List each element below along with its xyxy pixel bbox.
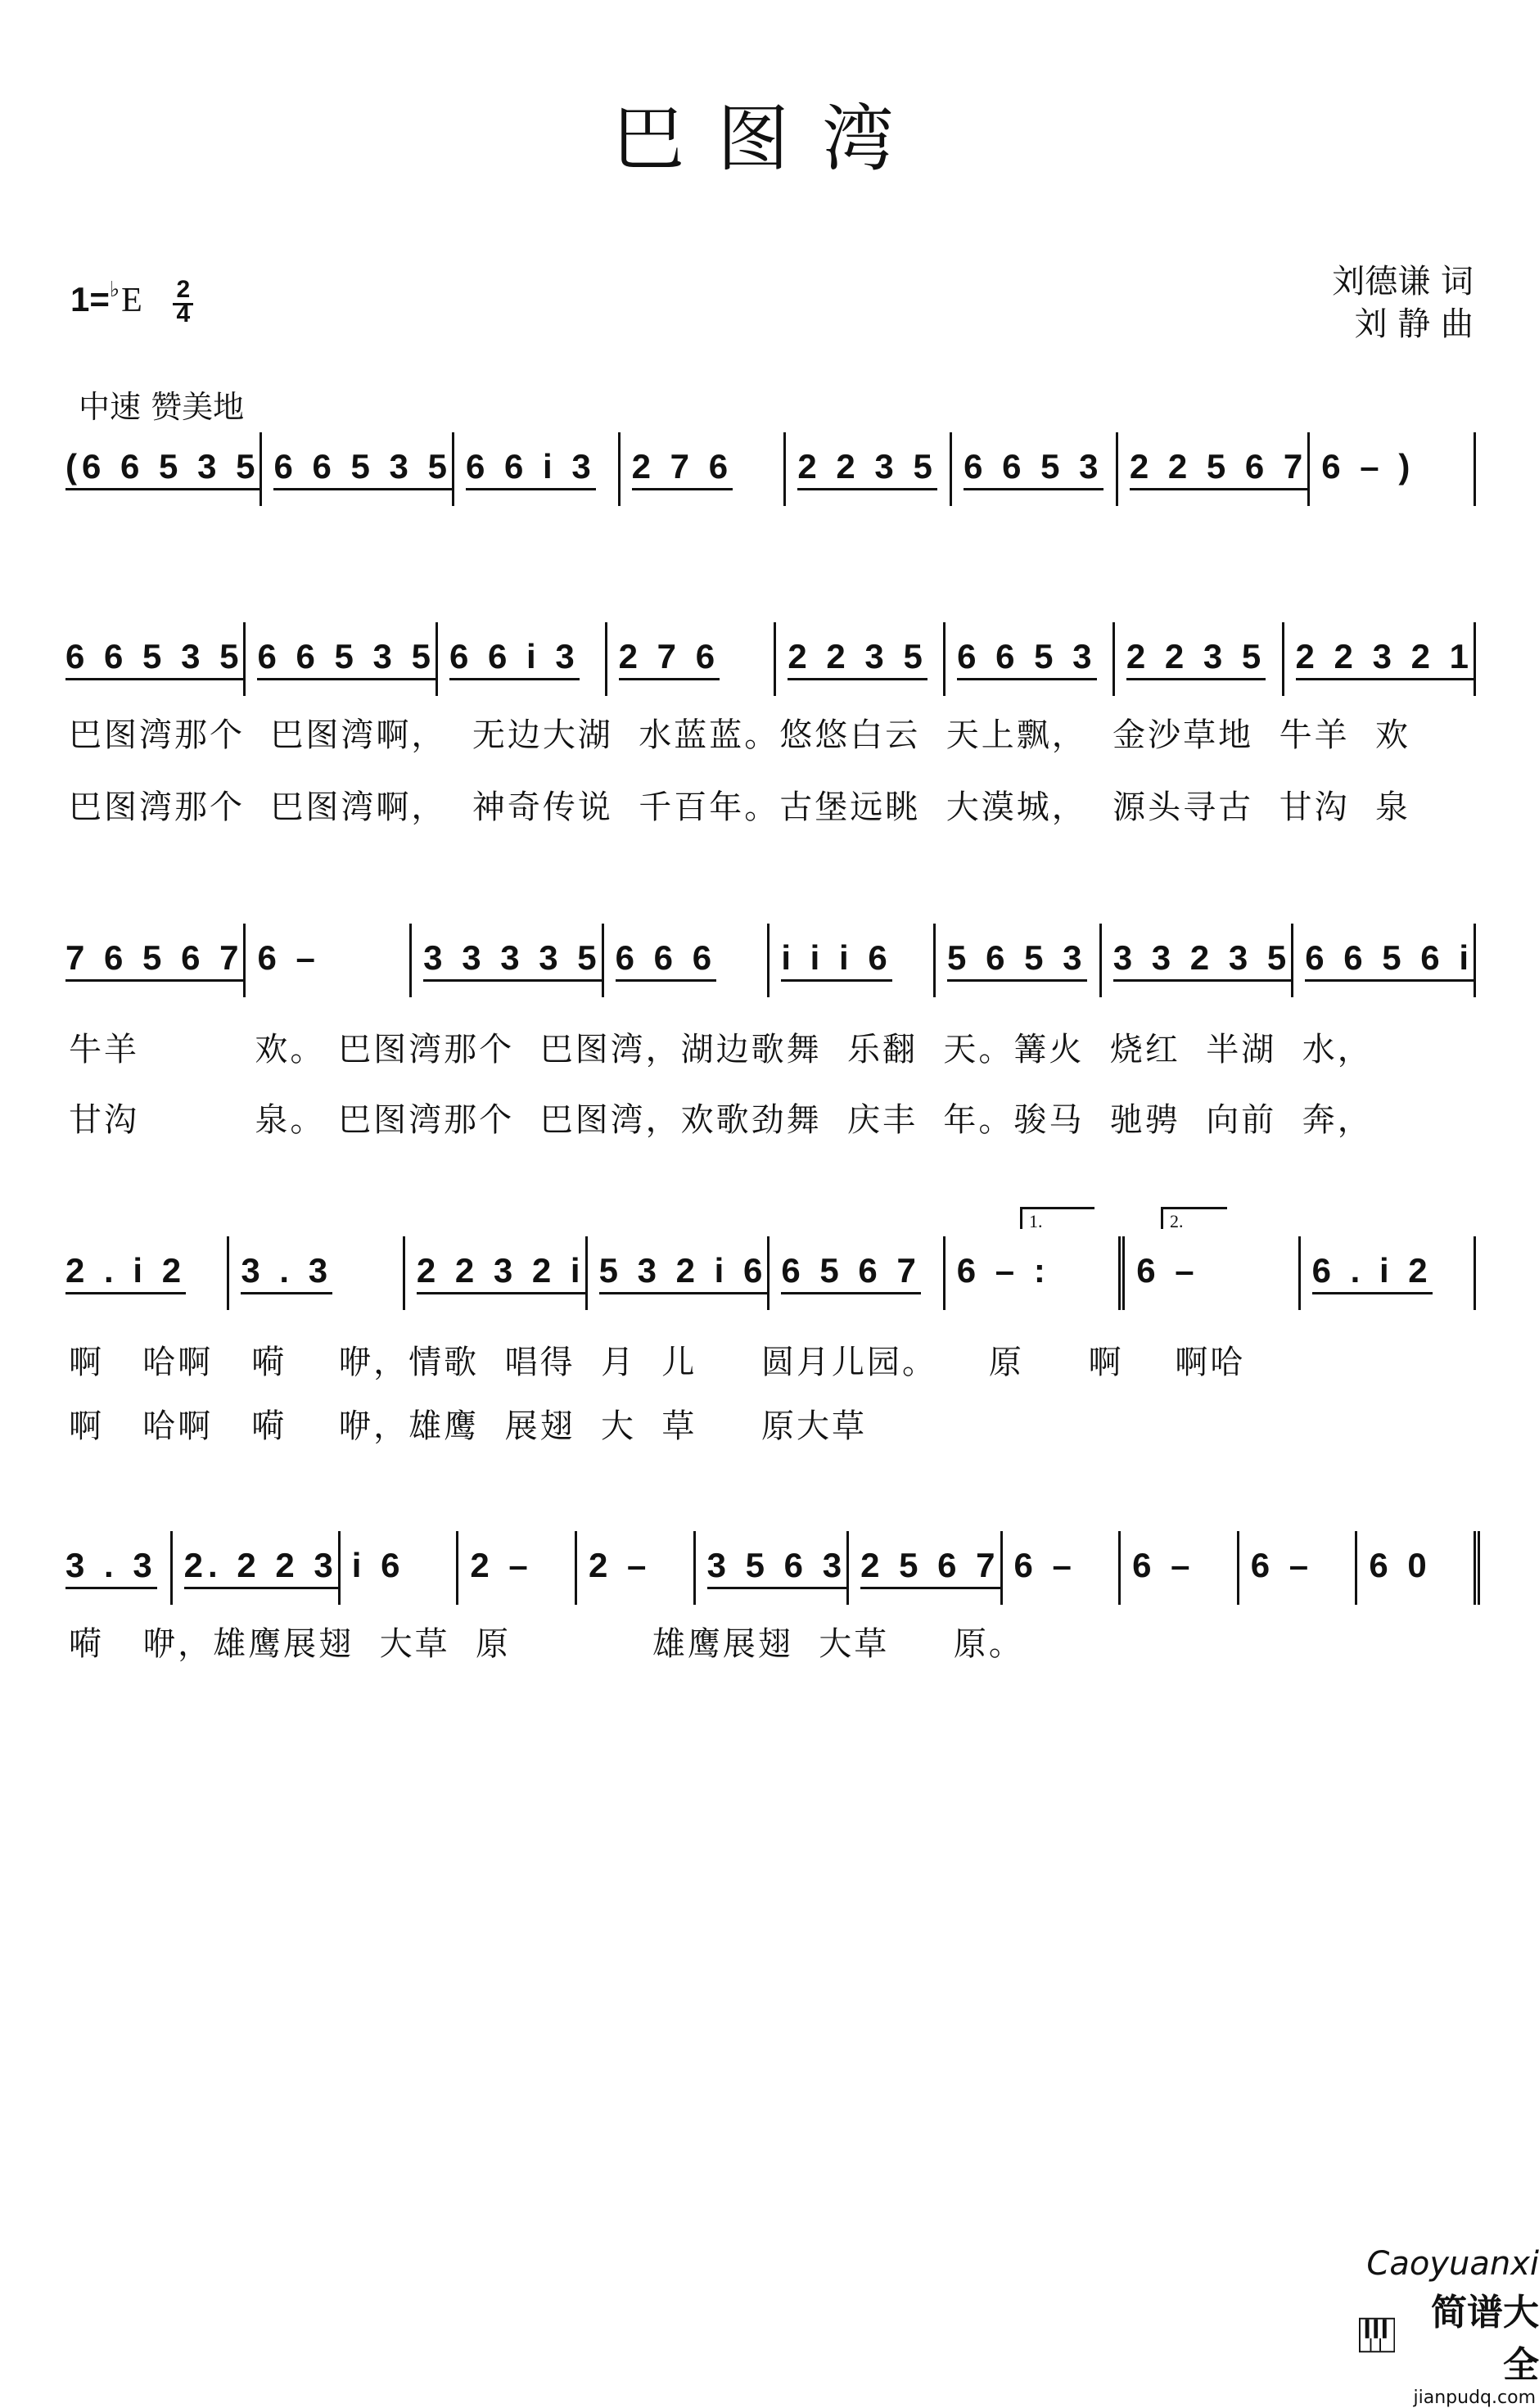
volta-first-ending: 1. xyxy=(1020,1207,1094,1229)
flat-sign: ♭ xyxy=(109,277,120,301)
lyric-line: 甘沟 泉。 巴图湾那个 巴图湾，欢歌劲舞 庆丰 年。骏马 驰骋 向前 奔， xyxy=(69,1101,1373,1139)
measure: 2 – xyxy=(575,1531,693,1605)
lyric-line: 牛羊 欢。 巴图湾那个 巴图湾，湖边歌舞 乐翻 天。篝火 烧红 半湖 水， xyxy=(69,1031,1373,1068)
lyric-line: 啊 哈啊 嗬 咿，雄鹰 展翅 大 草 原大草 xyxy=(69,1407,868,1445)
measure: 2 2 5 6 7 xyxy=(1116,432,1307,506)
lyricist-credit: 刘德谦 词 xyxy=(1332,263,1474,300)
measure: 6 6 i 3 xyxy=(452,432,618,506)
measure: 6 – xyxy=(243,924,409,997)
measure: 6 6 5 6 i xyxy=(1291,924,1474,997)
key-letter: E xyxy=(121,282,142,319)
measure: 2 2 3 5 xyxy=(783,432,950,506)
measure: 3 . 3 xyxy=(227,1236,402,1310)
measure: 2 2 3 5 xyxy=(1113,622,1282,696)
measure: i 6 xyxy=(338,1531,457,1605)
measure: 6 6 6 xyxy=(602,924,768,997)
lyric-line: 嗬 咿，雄鹰展翅 大草 原 雄鹰展翅 大草 原。 xyxy=(69,1625,1024,1663)
measure: 6 – xyxy=(1000,1531,1119,1605)
staff-system-3 xyxy=(65,924,1476,997)
lyric-line: 巴图湾那个 巴图湾啊， 无边大湖 水蓝蓝。悠悠白云 天上飘， 金沙草地 牛羊 欢 xyxy=(69,716,1411,754)
staff-system-4 xyxy=(65,1236,1476,1310)
measure: 2 2 3 2 i xyxy=(403,1236,585,1310)
measure: 6 – : xyxy=(943,1236,1118,1310)
measure: 6 5 6 7 xyxy=(767,1236,942,1310)
key-tonic: 1= xyxy=(70,280,110,319)
measure: 6 6 5 3 5 xyxy=(260,432,451,506)
measure: 3 5 6 3 xyxy=(693,1531,846,1605)
measure: 6 6 5 3 5 xyxy=(243,622,435,696)
measure: 6 6 5 3 5 xyxy=(65,622,243,696)
measure: 2 . i 2 xyxy=(65,1236,227,1310)
measure: 5 3 2 i 6 xyxy=(585,1236,768,1310)
lyric-line: 啊 哈啊 嗬 咿，情歌 唱得 月 儿 圆月儿园。 原 啊 啊哈 xyxy=(69,1344,1246,1381)
measure: 2. 2 2 3 xyxy=(170,1531,338,1605)
measure: 2 5 6 7 xyxy=(846,1531,1000,1605)
piano-keys-icon xyxy=(1359,2317,1395,2353)
staff-system-2 xyxy=(65,622,1476,696)
meter-bottom: 4 xyxy=(176,300,191,328)
time-signature xyxy=(173,275,193,328)
measure: 6 6 i 3 xyxy=(436,622,605,696)
measure: 2 2 3 2 1 xyxy=(1282,622,1474,696)
measure: 6 – xyxy=(1118,1531,1237,1605)
measure: 3 3 3 3 5 xyxy=(409,924,601,997)
measure: 3 . 3 xyxy=(65,1531,170,1605)
measure: 6 – xyxy=(1118,1236,1298,1310)
measure: 7 6 5 6 7 xyxy=(65,924,243,997)
watermark-script: Caoyuanxi xyxy=(1366,2245,1539,2283)
measure: 6 6 5 3 xyxy=(943,622,1113,696)
meter-top: 2 xyxy=(173,276,193,305)
staff-system-5 xyxy=(65,1531,1480,1605)
page-title: 巴图湾 xyxy=(612,97,927,181)
measure: (6 6 5 3 5 xyxy=(65,432,260,506)
credits xyxy=(1332,260,1474,346)
composer-credit: 刘 静 曲 xyxy=(1354,305,1474,343)
measure: 2 7 6 xyxy=(605,622,774,696)
measure: 6 6 5 3 xyxy=(950,432,1116,506)
measure: 2 7 6 xyxy=(618,432,784,506)
staff-system-1 xyxy=(65,432,1476,506)
tempo-marking: 中速 赞美地 xyxy=(79,389,245,425)
watermark-brand: 简谱大全 xyxy=(1431,2292,1539,2386)
measure: 3 3 2 3 5 xyxy=(1099,924,1291,997)
measure: 6 – xyxy=(1237,1531,1356,1605)
key-signature xyxy=(70,277,193,327)
measure: 2 – xyxy=(456,1531,575,1605)
measure: i i i 6 xyxy=(767,924,933,997)
watermark xyxy=(1359,2245,1539,2408)
measure: 5 6 5 3 xyxy=(933,924,1099,997)
measure: 2 2 3 5 xyxy=(774,622,943,696)
lyric-line: 巴图湾那个 巴图湾啊， 神奇传说 千百年。古堡远眺 大漠城， 源头寻古 甘沟 泉 xyxy=(69,788,1411,826)
measure: 6 . i 2 xyxy=(1298,1236,1474,1310)
watermark-url: jianpudq.com xyxy=(1413,2388,1536,2408)
measure: 6 – ) xyxy=(1307,432,1474,506)
measure: 6 0 xyxy=(1355,1531,1474,1605)
volta-second-ending: 2. xyxy=(1161,1207,1227,1229)
